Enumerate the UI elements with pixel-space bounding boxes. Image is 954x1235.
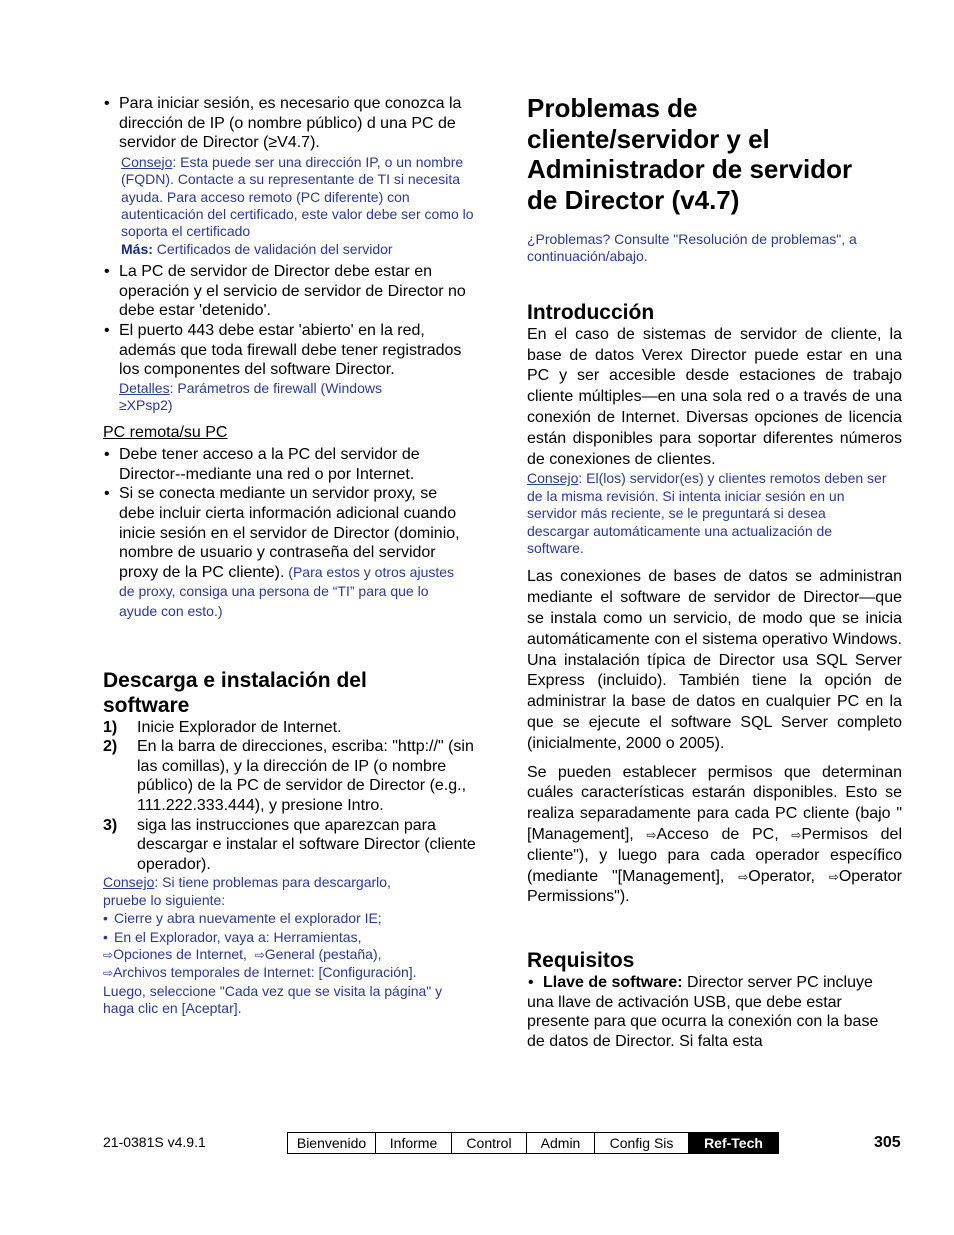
details-label[interactable]: Detalles [119, 379, 170, 396]
more-link [103, 241, 481, 258]
step-text: siga las instrucciones que aparezcan para descargar e instalar el software Director (cliente operador). [137, 816, 476, 873]
intro-tip-label[interactable]: Consejo [527, 470, 579, 487]
permissions-text: Acceso de PC, [656, 825, 779, 843]
step-item [103, 816, 481, 875]
tab-config-sis[interactable]: Config Sis [595, 1133, 689, 1153]
right-column [527, 93, 902, 1052]
arrow-icon: ⇨ [738, 869, 749, 884]
arrow-icon: ⇨ [103, 966, 114, 981]
problems-link [527, 231, 902, 266]
tip-download-item [103, 910, 481, 927]
bullet-server-running [103, 262, 481, 321]
more-label: Más: [121, 240, 153, 257]
tip-download-item [103, 929, 463, 1018]
tab-informe[interactable]: Informe [376, 1133, 452, 1153]
arrow-icon: ⇨ [254, 947, 265, 962]
tip-download-text: : Si tiene problemas para descargarlo, pruebe lo siguiente: [103, 874, 391, 908]
step-text: Inicie Explorador de Internet. [137, 718, 342, 736]
steps-list [103, 718, 481, 875]
requirement-text: Director server PC incluye una llave de activación USB, que debe estar presente para que ocurra la conexión con la base de datos de Director. Si falta esta [527, 974, 879, 1050]
arrow-icon: ⇨ [103, 947, 114, 962]
tab-ref-tech[interactable]: Ref-Tech [689, 1133, 778, 1153]
pc-remote-heading: PC remota/su PC [103, 423, 228, 441]
paragraph-permissions [527, 763, 902, 909]
tab-bienvenido[interactable]: Bienvenido [288, 1133, 376, 1153]
tip-download-item-bullet [103, 929, 361, 945]
step-item [103, 737, 481, 815]
tip-download-item-text: Archivos temporales de Internet: [Configuración]. Luego, seleccione "Cada vez que se visita la página" y haga clic en [Aceptar]. [103, 964, 443, 1017]
bullet-login-text: Para iniciar sesión, es necesario que conozca la dirección de IP (o nombre público) d una PC de servidor de Director (≥V4.7). [119, 95, 462, 152]
arrow-icon: ⇨ [828, 869, 839, 884]
tip-ip [103, 154, 481, 241]
paragraph-connections: Las conexiones de bases de datos se administran mediante el software de servidor de Director—que se instala como un servicio, de modo que se inicia automáticamente con el sistema operativo Windows. Una instalación típica de Director usa SQL Server Express (incluido). También tiene la opción de administrar la base de datos en cualquier PC en la que se ejecute el software SQL Server completo (inicialmente, 2000 o 2005). [527, 568, 902, 752]
permissions-text: Operator Permissions"). [527, 867, 902, 906]
intro-tip-text: : El(los) servidor(es) y clientes remotos deben ser de la misma revisión. Si intenta iniciar sesión en un servidor más reciente, se le preguntará si desea descargar automáticamente una actualización de software. [527, 470, 887, 557]
bullet-login [103, 94, 481, 153]
step-text: En la barra de direcciones, escriba: "http://" (sin las comillas), y la dirección de IP (o nombre público) de la PC de servidor de Director (e.g., 111.222.333.444), y presione Intro. [137, 738, 474, 814]
intro-heading: Introducción [527, 300, 655, 324]
requirement-item [527, 973, 887, 1051]
step-number: 3) [103, 816, 118, 834]
tip-download-item-text: General (pestaña), [264, 945, 382, 962]
page-title: Problemas de cliente/servidor y el Administrador de servidor de Director (v4.7) [527, 93, 853, 215]
permissions-text: Operator, [748, 867, 815, 885]
requirement-label: Llave de software: [543, 974, 683, 992]
bullet-access [103, 445, 481, 484]
step-item [103, 718, 481, 738]
proxy-note: (Para estos y otros ajustes de proxy, consiga una persona de “TI” para que lo ayude con esto.) [119, 563, 455, 619]
details-firewall [103, 380, 419, 415]
intro-paragraph: En el caso de sistemas de servidor de cliente, la base de datos Verex Director puede estar en una PC y ser accesible desde estaciones de trabajo cliente múltiples—en una sola red o a través de una conexión de Internet. Diversas opciones de licencia están disponibles para soportar diferentes números de conexiones de clientes. [527, 325, 902, 468]
bullet-proxy [103, 484, 463, 621]
tab-control[interactable]: Control [452, 1133, 527, 1153]
arrow-icon: ⇨ [791, 827, 802, 842]
requirements-heading: Requisitos [527, 949, 635, 973]
tip-download-item-text: Cierre y abra nuevamente el explorador IE; [114, 910, 382, 927]
permissions-text: Permisos del cliente"), y luego para cada operador específico (mediante "[Management], [527, 825, 903, 885]
tip-text: : Esta puede ser una dirección IP, o un nombre (FQDN). Contacte a su representante de TI si necesita ayuda. Para acceso remoto (PC diferente) con autenticación del certificado, este valor debe ser como lo soporta el certificado [121, 153, 474, 240]
bullet-access-text: Debe tener acceso a la PC del servidor de Director--mediante una red o por Internet. [119, 446, 420, 483]
tip-download-item-text: Opciones de Internet, [113, 945, 247, 962]
left-column [103, 94, 481, 1018]
bullet-server-running-text: La PC de servidor de Director debe estar en operación y el servicio de servidor de Director no debe estar 'detenido'. [119, 263, 466, 320]
footer-tabs [287, 1132, 779, 1154]
tip-download-label[interactable]: Consejo [103, 874, 155, 891]
permissions-text: Se pueden establecer permisos que determinan cuáles características estarán disponibles. Esto se realiza separadamente para cada PC cliente (bajo "[Management], [527, 763, 902, 843]
intro-tip [527, 470, 887, 557]
page-number: 305 [874, 1134, 901, 1151]
step-number: 1) [103, 718, 118, 736]
tip-download-item-text: En el Explorador, vaya a: Herramientas, [114, 928, 362, 945]
bullet-port-text: El puerto 443 debe estar 'abierto' en la red, además que toda firewall debe tener registrados los componentes del software Director. [119, 322, 462, 379]
tip-download [103, 874, 433, 909]
tab-admin[interactable]: Admin [527, 1133, 595, 1153]
document-id: 21-0381S v4.9.1 [103, 1134, 206, 1150]
problems-link-text[interactable]: ¿Problemas? Consulte "Resolución de problemas", a continuación/abajo. [527, 231, 857, 265]
tip-label[interactable]: Consejo [121, 153, 173, 170]
details-text: : Parámetros de firewall (Windows ≥XPsp2) [119, 379, 382, 414]
bullet-port [103, 321, 481, 380]
bullet-proxy-text: Si se conecta mediante un servidor proxy, se debe incluir cierta información adicional cuando inicie sesión en el servidor de Director (dominio, nombre de usuario y contraseña del servidor proxy de la PC cliente). [119, 485, 460, 581]
arrow-icon: ⇨ [646, 827, 657, 842]
section-download-heading: Descarga e instalación del software [103, 668, 367, 717]
more-text[interactable]: Certificados de validación del servidor [152, 240, 393, 257]
step-number: 2) [103, 738, 118, 756]
